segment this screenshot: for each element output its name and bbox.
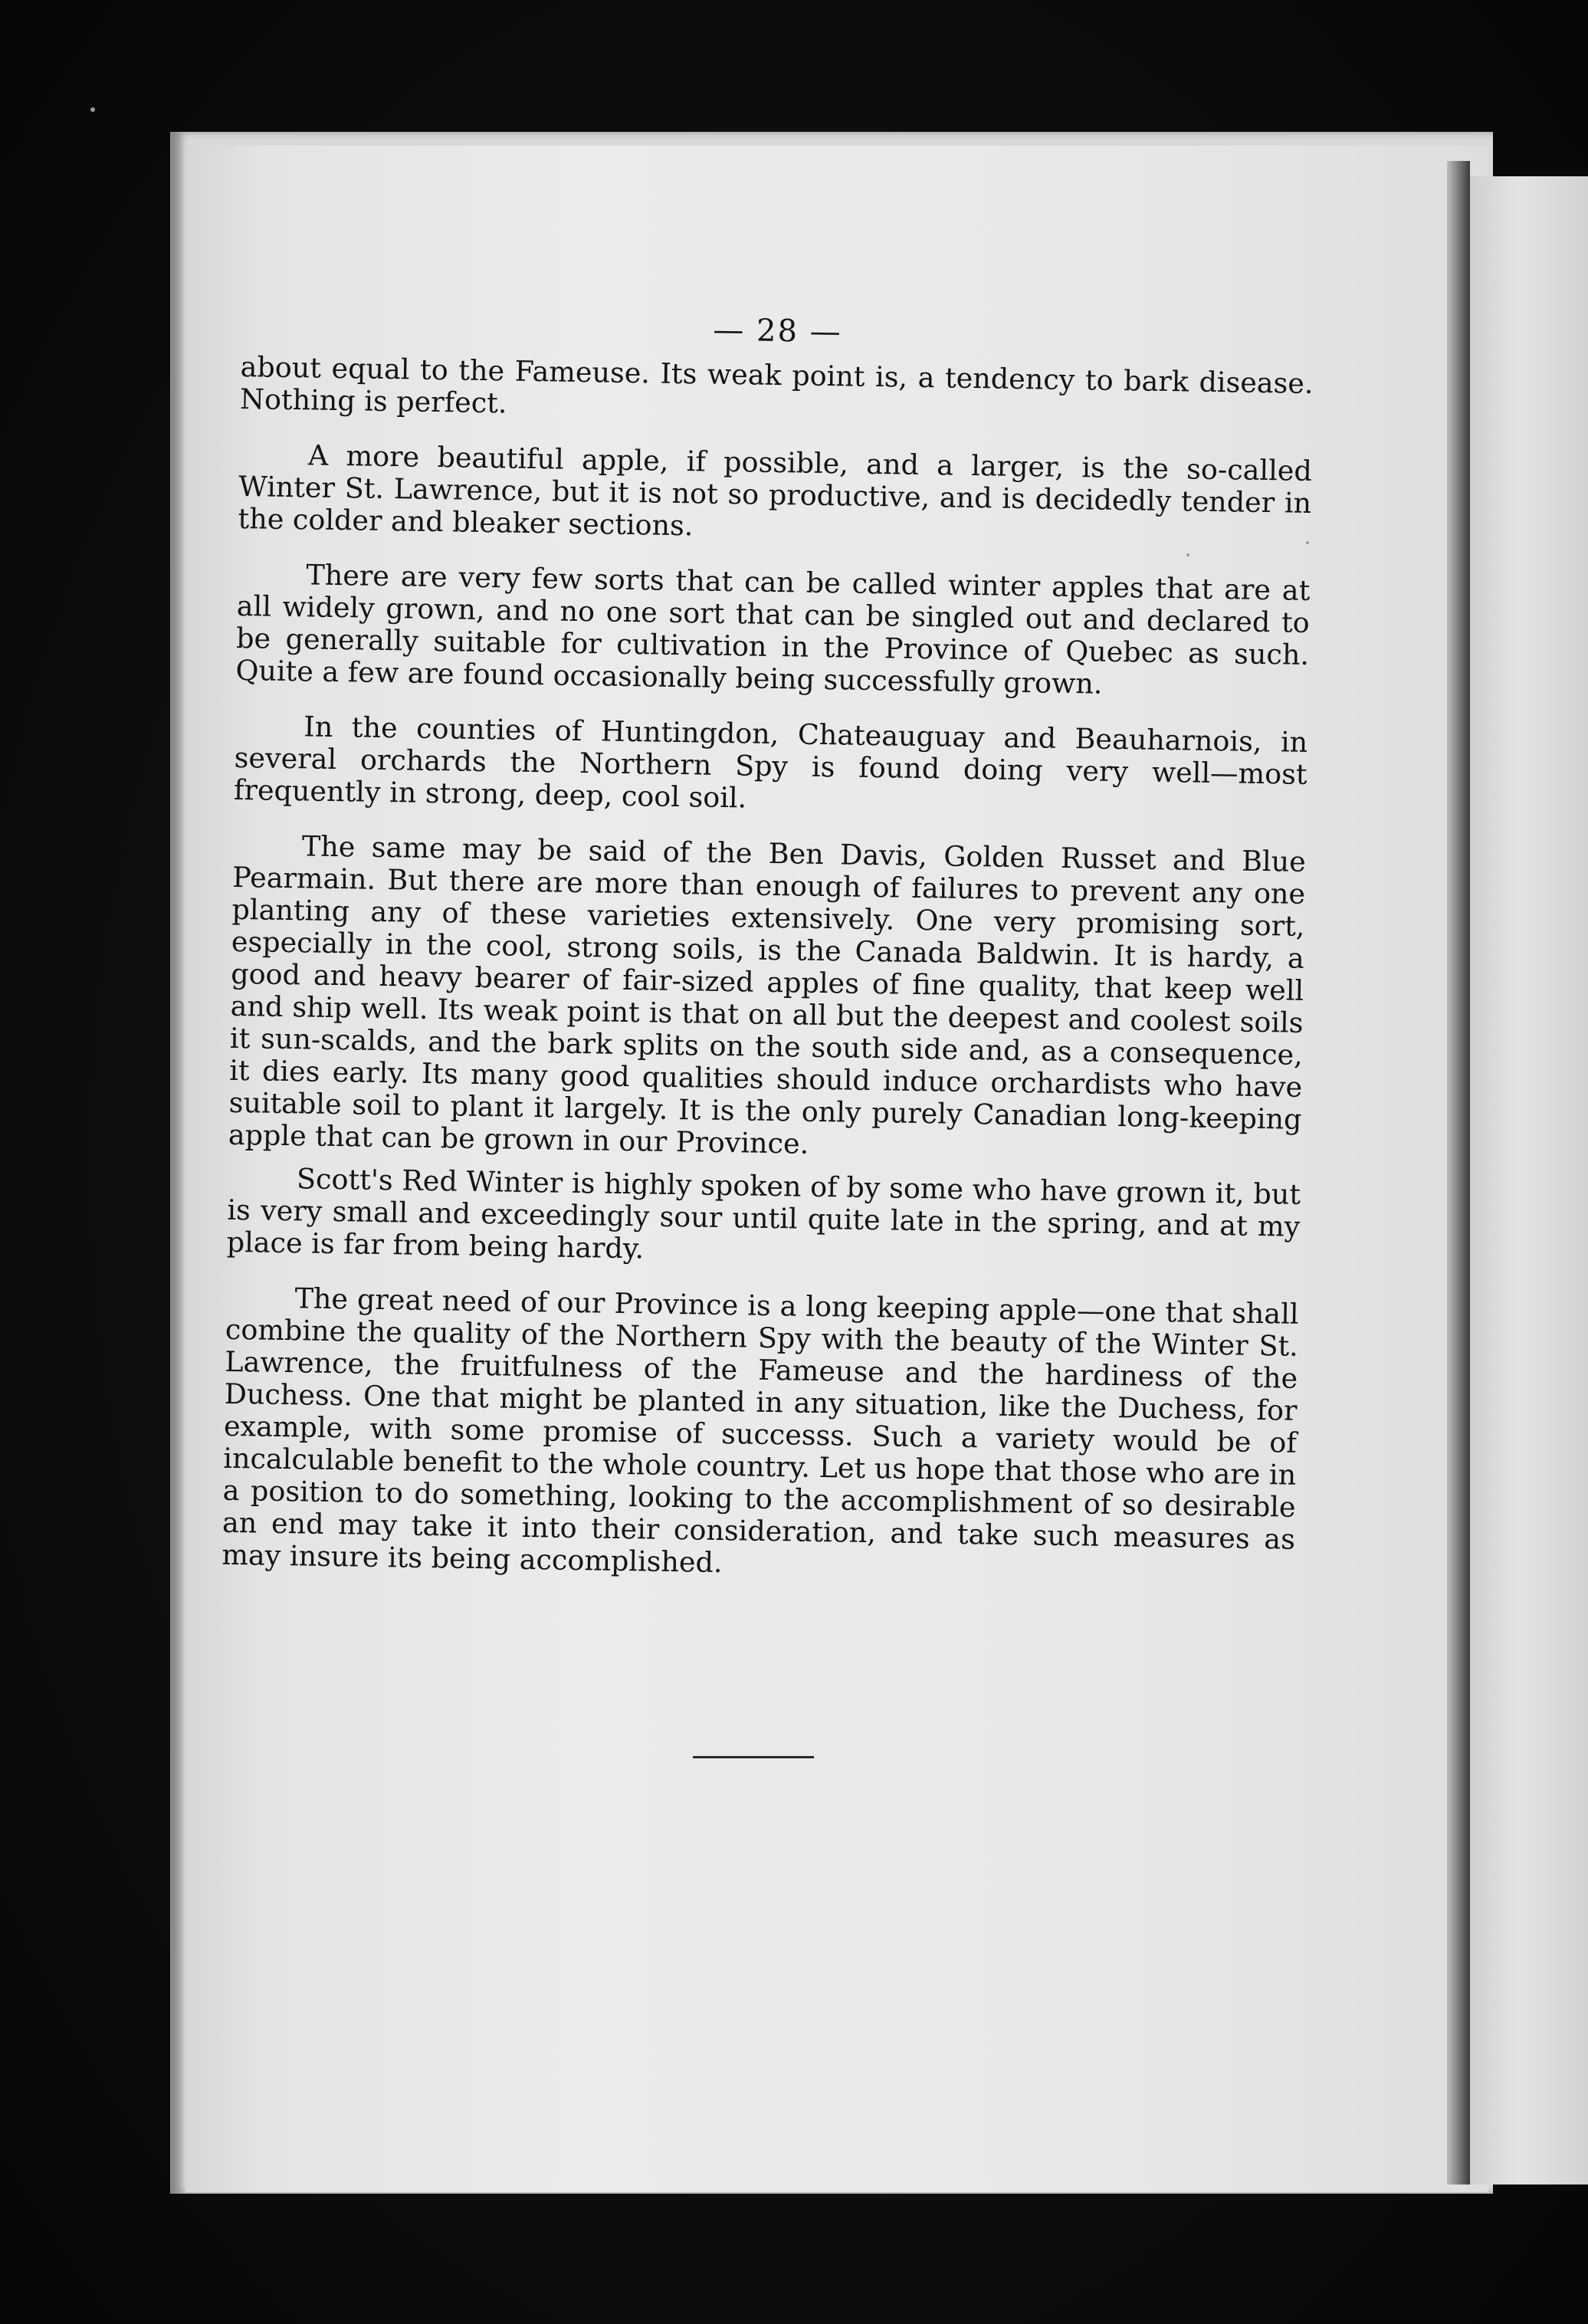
page-text [221,305,1314,1611]
page-number: — 28 — [713,312,843,350]
paragraph: There are very few sorts that can be called winter apples that are at all widely grown, and no one sort that can be singled out and declared to be generally suitable for cultivation in the Province of Quebec as such. Quite a few are found occasionally being successfully grown. [235,558,1311,701]
paragraph: Scott's Red Winter is highly spoken of by some who have grown it, but is very small and exceedingly sour until quite late in the spring, and at my place is far from being hardy. [226,1162,1301,1265]
film-speck [90,107,95,112]
paragraph: A more beautiful apple, if possible, and a larger, is the so-called Winter St. Lawrence, but it is not so productive, and is decidedly tender in the colder and bleaker sections. [238,438,1313,543]
paragraph: The great need of our Province is a long keeping apple—one that shall combine the quality of the Northern Spy with the beauty of the Winter St. Lawrence, the fruitfulness of the Fameuse and the hardiness of the Duchess. One that might be planted in any situation, like the Duchess, for example, with some promise of successs. Such a variety would be of incalculable benefit to the whole country. Let us hope that those who are in a position to do something, looking to the accomplishment of so desirable an end may take it into their consideration, and take such measures as may insure its being accomplished. [221,1282,1299,1580]
section-end-rule [693,1756,814,1758]
paragraph: In the counties of Huntingdon, Chateauguay and Beauharnois, in several orchards the Northern Spy is found doing very well—most frequently in strong, deep, cool soil. [233,710,1308,815]
book-gutter [1447,161,1470,2184]
paragraph: The same may be said of the Ben Davis, Golden Russet and Blue Pearmain. But there are more than enough of failures to prevent any one planting any of these varieties extensively. One very promising sort, especially in the cool, strong soils, is the Canada Baldwin. It is hardy, a good and heavy bearer of fair-sized apples of fine quality, that keep well and ship well. Its weak point is that on all but the deepest and coolest soils it sun-scalds, and the bark splits on the south side and, as a consequence, it dies early. Its many good qualities should induce orchardists who have suitable soil to plant it largely. It is the only purely Canadian long-keeping apple that can be grown in our Province. [228,829,1307,1160]
paragraph: about equal to the Fameuse. Its weak point is, a tendency to bark disease. Nothing is perfect. [239,350,1314,420]
facing-page-edge [1470,176,1588,2184]
